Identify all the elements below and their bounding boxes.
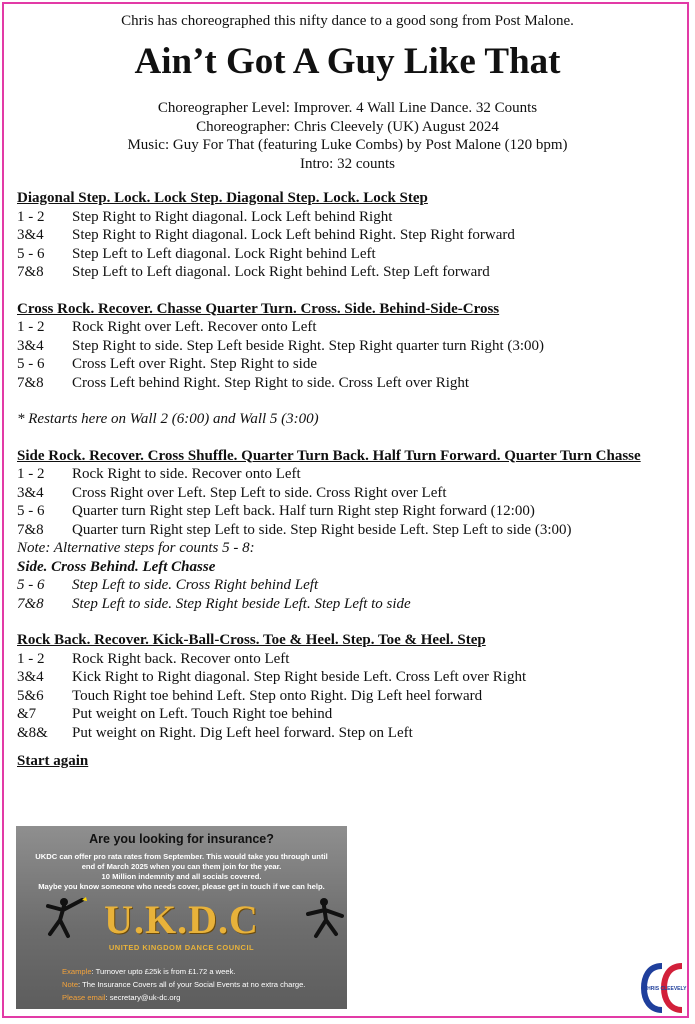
- cc-logo-text: CHRIS CLEEVELY: [643, 986, 687, 992]
- section-title: Rock Back. Recover. Kick-Ball-Cross. Toe & Heel. Step. Toe & Heel. Step: [17, 632, 486, 648]
- step-row: [17, 465, 687, 484]
- step-text: Put weight on Left. Touch Right toe behind: [72, 706, 333, 722]
- step-text: Step Right to Right diagonal. Lock Left behind Right. Step Right forward: [72, 227, 515, 243]
- step-row: [17, 668, 687, 687]
- step-text: Touch Right toe behind Left. Step onto Right. Dig Left heel forward: [72, 687, 483, 704]
- ad-email-line: [62, 993, 180, 1002]
- step-count: 7&8: [17, 595, 44, 612]
- step-row: [17, 374, 687, 393]
- step-row: [17, 337, 687, 356]
- step-text: Step Left to side. Step Right beside Left. Step Left to side: [72, 595, 411, 612]
- step-row: [17, 705, 687, 724]
- alternative-note: Note: Alternative steps for counts 5 - 8:: [17, 540, 255, 556]
- start-again: Start again: [17, 753, 89, 769]
- ad-line-text: : Turnover upto £25k is from £1.72 a week.: [91, 967, 236, 976]
- step-text: Cross Left over Right. Step Right to side: [72, 356, 317, 372]
- ad-body-line: end of March 2025 when you can them join for the year.: [81, 862, 282, 871]
- step-count: 7&8: [17, 264, 44, 280]
- step-count: 1 - 2: [17, 466, 45, 482]
- step-count: 1 - 2: [17, 208, 45, 225]
- step-row: [17, 484, 687, 503]
- ad-email-text[interactable]: : secretary@uk-dc.org: [105, 993, 181, 1002]
- step-count: 5 - 6: [17, 577, 45, 593]
- step-count: 7&8: [17, 521, 44, 538]
- step-row: [17, 521, 687, 540]
- section-title: Diagonal Step. Lock. Lock Step. Diagonal Step. Lock. Lock Step: [17, 190, 428, 206]
- step-text: Quarter turn Right step Left to side. Step Right beside Left. Step Left to side (3:00): [72, 521, 572, 538]
- step-text: Cross Left behind Right. Step Right to side. Cross Left over Right: [72, 374, 470, 391]
- step-text: Cross Right over Left. Step Left to side. Cross Right over Left: [72, 484, 447, 501]
- step-text: Step Right to Right diagonal. Lock Left behind Right: [72, 208, 393, 225]
- ukdc-council-name: UNITED KINGDOM DANCE COUNCIL: [108, 943, 255, 952]
- step-count: 3&4: [17, 227, 44, 243]
- alternative-title: Side. Cross Behind. Left Chasse: [17, 558, 216, 575]
- dance-title: Ain’t Got A Guy Like That: [134, 41, 561, 82]
- chris-cleevely-logo: [638, 960, 692, 1014]
- step-count: 7&8: [17, 374, 44, 391]
- ad-note-line: [62, 980, 305, 989]
- intro-text: Chris has choreographed this nifty dance to a good song from Post Malone.: [121, 13, 574, 29]
- ad-body: [22, 852, 341, 892]
- section-title: Side Rock. Recover. Cross Shuffle. Quarter Turn Back. Half Turn Forward. Quarter Turn Chasse: [17, 447, 641, 464]
- step-count: 5 - 6: [17, 356, 45, 372]
- step-text: Put weight on Right. Dig Left heel forward. Step on Left: [72, 724, 413, 741]
- step-count: 5 - 6: [17, 245, 45, 262]
- step-row: [17, 318, 687, 337]
- step-row: [17, 650, 687, 669]
- info-choreographer: Choreographer: Chris Cleevely (UK) August 2024: [196, 118, 499, 135]
- step-count: 5 - 6: [17, 503, 45, 519]
- step-row: [17, 226, 687, 245]
- step-count: 1 - 2: [17, 650, 45, 667]
- step-row: [17, 687, 687, 706]
- step-sheet: [17, 189, 687, 771]
- step-text: Rock Right to side. Recover onto Left: [72, 466, 301, 482]
- step-row: [17, 355, 687, 374]
- step-row: [17, 245, 687, 264]
- info-music: Music: Guy For That (featuring Luke Combs) by Post Malone (120 bpm): [127, 137, 568, 154]
- ad-heading: Are you looking for insurance?: [89, 832, 274, 846]
- dancer-silhouette-right-icon: [298, 894, 347, 944]
- step-text: Step Left to side. Cross Right behind Left: [72, 577, 319, 593]
- step-count: &7: [17, 706, 37, 722]
- step-row: [17, 208, 687, 227]
- ad-example-line: [62, 967, 235, 976]
- ukdc-insurance-ad[interactable]: [16, 826, 347, 1009]
- info-intro: Intro: 32 counts: [300, 155, 395, 172]
- ad-line-text: : The Insurance Covers all of your Social Events at no extra charge.: [78, 980, 306, 989]
- step-text: Step Left to Left diagonal. Lock Right behind Left: [72, 245, 376, 262]
- step-count: 3&4: [17, 669, 44, 685]
- ad-body-line: 10 Million indemnity and all socials covered.: [101, 872, 262, 881]
- step-count: 5&6: [17, 687, 44, 704]
- step-text: Kick Right to Right diagonal. Step Right beside Left. Cross Left over Right: [72, 669, 527, 685]
- step-text: Rock Right back. Recover onto Left: [72, 650, 290, 667]
- restart-note: * Restarts here on Wall 2 (6:00) and Wall 5 (3:00): [17, 411, 319, 427]
- step-text: Rock Right over Left. Recover onto Left: [72, 319, 317, 335]
- step-count: 3&4: [17, 484, 44, 501]
- dance-info: [0, 99, 695, 173]
- step-row: [17, 263, 687, 282]
- ad-line-key: Note: [62, 980, 79, 989]
- ad-body-line: Maybe you know someone who needs cover, please get in touch if we can help.: [38, 882, 325, 891]
- step-text: Step Left to Left diagonal. Lock Right behind Left. Step Left forward: [72, 264, 490, 280]
- step-count: 3&4: [17, 337, 44, 354]
- ad-body-line: UKDC can offer pro rata rates from September. This would take you through until: [35, 852, 328, 861]
- info-level: Choreographer Level: Improver. 4 Wall Line Dance. 32 Counts: [157, 100, 538, 116]
- ad-line-key: Please email: [62, 993, 106, 1002]
- ad-line-key: Example: [62, 967, 92, 976]
- ukdc-logo-text: U.K.D.C: [104, 897, 259, 942]
- step-row: [17, 724, 687, 743]
- step-row: [17, 502, 687, 521]
- step-text: Quarter turn Right step Left back. Half turn Right step Right forward (12:00): [72, 503, 535, 519]
- section-title: Cross Rock. Recover. Chasse Quarter Turn. Cross. Side. Behind-Side-Cross: [17, 300, 500, 317]
- step-count: &8&: [17, 724, 48, 741]
- alt-step-row: [17, 576, 687, 595]
- step-count: 1 - 2: [17, 319, 45, 335]
- alt-step-row: [17, 595, 687, 614]
- step-text: Step Right to side. Step Left beside Right. Step Right quarter turn Right (3:00): [72, 337, 545, 354]
